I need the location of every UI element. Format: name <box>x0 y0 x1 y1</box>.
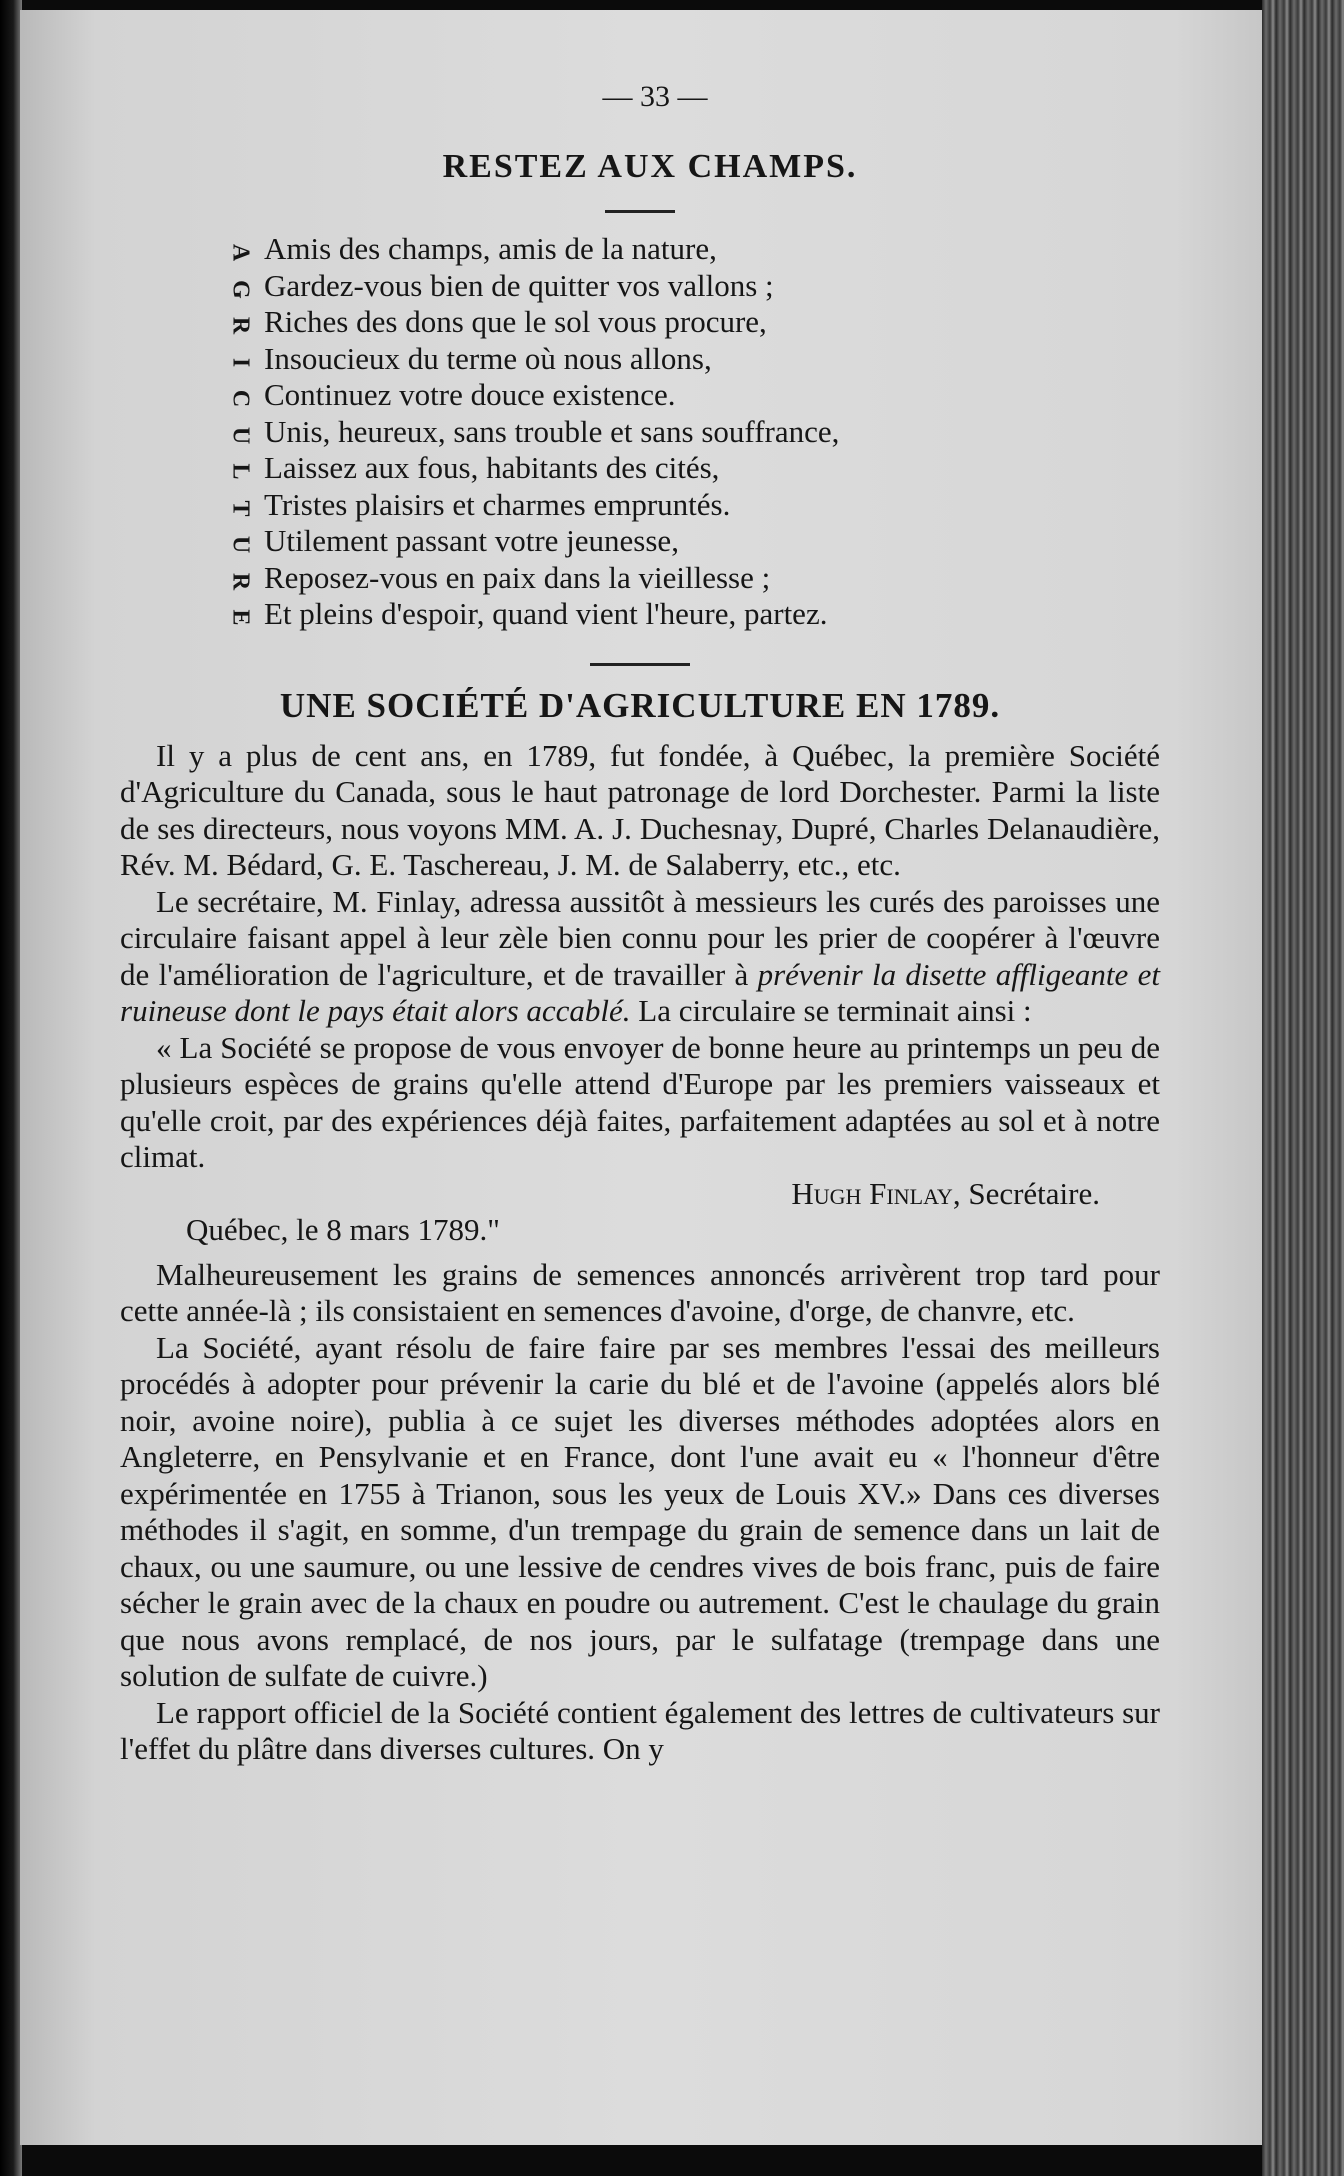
verse-text: Reposez-vous en paix dans la vieillesse ; <box>264 559 771 595</box>
verse-text: Gardez-vous bien de quitter vos vallons ; <box>264 267 774 303</box>
verse-text: Laissez aux fous, habitants des cités, <box>264 450 720 485</box>
verse-text: Unis, heureux, sans trouble et sans souffrance, <box>264 413 840 449</box>
signature <box>120 1176 1100 1213</box>
acrostic-letter: T <box>227 499 254 516</box>
poem-line <box>220 268 1160 305</box>
article-title: UNE SOCIÉTÉ D'AGRICULTURE EN 1789. <box>279 685 1001 725</box>
poem-line <box>220 341 1160 378</box>
paragraph-text: La circulaire se terminait ainsi : <box>630 993 1032 1028</box>
verse-text: Et pleins d'espoir, quand vient l'heure, partez. <box>264 596 828 631</box>
acrostic-letter: A <box>227 243 254 262</box>
signature-title: Secrétaire. <box>960 1175 1100 1211</box>
dateline: Québec, le 8 mars 1789." <box>186 1212 500 1247</box>
acrostic-letter: I <box>227 357 254 367</box>
acrostic-letter: R <box>227 572 254 590</box>
italic-quote: prévenir la disette affligeante et ruineuse dont le pays était alors accablé. <box>120 956 1160 1028</box>
article-paragraph-1: Il y a plus de cent ans, en 1789, fut fondée, à Québec, la première Société d'Agriculture du Canada, sous le haut patronage de lord Dorchester. Parmi la liste de ses directeurs, nous voyons MM. A. J. Duchesnay, Dupré, Charles Delanaudière, Rév. M. Bédard, G. E. Taschereau, J. M. de Salaberry, etc., etc. <box>120 737 1160 882</box>
acrostic-poem <box>220 231 1160 633</box>
signature-name: Hugh Finlay, <box>791 1175 961 1211</box>
page-number: — 33 — <box>602 80 708 113</box>
book-spine <box>1262 0 1344 2176</box>
article-paragraph-4: La Société, ayant résolu de faire faire par ses membres l'essai des meilleurs procédés à adopter pour prévenir la carie du blé et de l'avoine (appelés alors blé noir, avoine noire), publia à ce sujet les diverses méthodes adoptées alors en Angleterre, en Pensylvanie et en France, dont l'une avait eu « l'honneur d'être expérimentée en 1755 à Trianon, sous les yeux de Louis XV.» Dans ces diverses méthodes il s'agit, en somme, d'un trempage du grain de semence dans un lait de chaux, ou une saumure, ou une lessive de cendres vives de bois franc, puis de faire sécher le grain avec de la chaux en poudre ou autrement. C'est le chaulage du grain que nous avons remplacé, de nos jours, par le sulfatage (trempage dans une solution de sulfate de cuivre.) <box>120 1329 1160 1693</box>
poem-title: RESTEZ AUX CHAMPS. <box>442 148 858 185</box>
verse-text: Utilement passant votre jeunesse, <box>264 523 679 558</box>
acrostic-letter: U <box>227 426 254 444</box>
poem-line <box>220 377 1160 414</box>
poem-line <box>220 487 1160 524</box>
poem-line <box>220 523 1160 560</box>
title-rule <box>605 210 675 213</box>
acrostic-letter: U <box>227 535 254 554</box>
verse-text: Insoucieux du terme où nous allons, <box>264 340 712 376</box>
paragraph-text: Le secrétaire, M. Finlay, adressa aussitôt à messieurs les curés des paroisses une circulaire faisant appel à leur zèle bien connu pour les prier de coopérer à l'œuvre de l'amélioration de l'agriculture, et de travailler à <box>120 883 1160 992</box>
acrostic-letter: C <box>227 389 254 408</box>
verse-text: Continuez votre douce existence. <box>264 377 676 412</box>
poem-line <box>220 450 1160 487</box>
verse-text: Amis des champs, amis de la nature, <box>264 231 717 266</box>
page-left-edge <box>0 0 22 2176</box>
poem-line <box>220 414 1160 451</box>
poem-line <box>220 231 1160 268</box>
verse-text: Tristes plaisirs et charmes empruntés. <box>264 486 731 522</box>
circular-quote: « La Société se propose de vous envoyer de bonne heure au printemps un peu de plusieurs espèces de grains qu'elle attend d'Europe par les premiers vaisseaux et qu'elle croit, par des expériences déjà faites, parfaitement adaptées au sol et à notre climat. <box>120 1029 1160 1174</box>
acrostic-letter: R <box>227 316 254 335</box>
acrostic-letter: E <box>227 609 254 626</box>
section-rule <box>590 663 690 666</box>
page-content <box>120 80 1160 1768</box>
acrostic-letter: G <box>227 279 254 299</box>
verse-text: Riches des dons que le sol vous procure, <box>264 304 767 339</box>
poem-line <box>220 596 1160 633</box>
poem-line <box>220 304 1160 341</box>
article-paragraph-2 <box>120 884 1160 1030</box>
acrostic-letter: L <box>227 463 254 480</box>
article-paragraph-3: Malheureusement les grains de semences annoncés arrivèrent trop tard pour cette année-là ; ils consistaient en semences d'avoine, d'orge, de chanvre, etc. <box>120 1256 1160 1328</box>
poem-line <box>220 560 1160 597</box>
article-paragraph-5: Le rapport officiel de la Société contient également des lettres de cultivateurs sur l'effet du plâtre dans diverses cultures. On y <box>120 1694 1160 1766</box>
